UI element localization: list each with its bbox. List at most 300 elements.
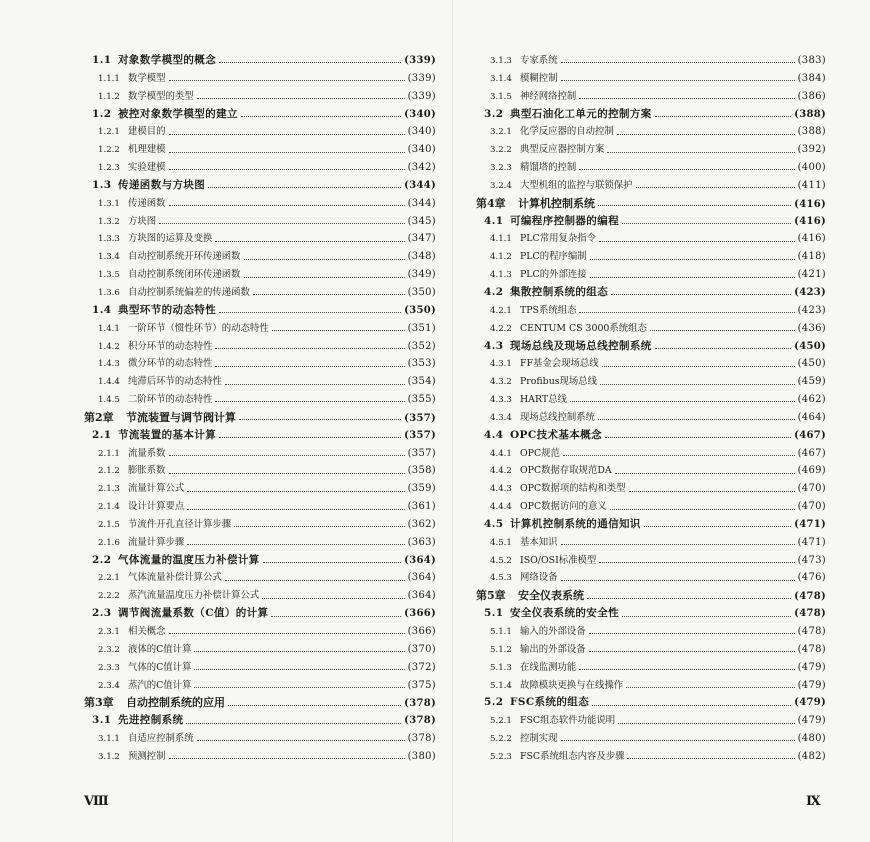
toc-entry-page: (421): [797, 269, 826, 281]
toc-entry-number: 4.3: [484, 339, 504, 352]
toc-subsection-entry: [84, 516, 436, 534]
dot-leader: [169, 152, 405, 153]
toc-section-entry: [84, 177, 436, 195]
toc-section-entry: [84, 302, 436, 320]
toc-entry-page: (473): [797, 554, 826, 566]
toc-entry-page: (476): [797, 572, 826, 584]
toc-entry-title: ISO/OSI标准模型: [520, 554, 597, 566]
toc-subsection-entry: [84, 587, 436, 605]
toc-entry-number: 3.1.1: [98, 734, 120, 745]
toc-entry-page: (478): [797, 643, 826, 655]
dot-leader: [629, 491, 795, 492]
toc-section-entry: [84, 427, 436, 445]
toc-entry-title: PLC的程序编制: [520, 251, 587, 263]
toc-entry-title: 自动控制系统偏差的传递函数: [128, 286, 250, 298]
toc-entry-number: 1.2.3: [98, 163, 120, 174]
toc-subsection-entry: [476, 730, 826, 748]
toc-entry-page: (450): [797, 358, 826, 370]
toc-subsection-entry: [476, 498, 826, 516]
toc-section-entry: [476, 694, 826, 712]
toc-entry-page: (364): [407, 572, 436, 584]
toc-entry-number: 4.3.4: [490, 412, 512, 423]
toc-entry-page: (378): [404, 715, 436, 727]
toc-entry-title: 方块图的运算及变换: [128, 233, 213, 245]
toc-entry-number: 4.4.2: [490, 466, 512, 477]
toc-entry-page: (353): [407, 358, 436, 370]
toc-entry-number: 1.2: [92, 107, 112, 120]
toc-entry-number: 3.1.5: [490, 91, 512, 102]
toc-entry-title: 输出的外部设备: [520, 643, 586, 655]
toc-entry-number: 4.1.3: [490, 270, 512, 281]
toc-entry-title: 集散控制系统的组态: [510, 285, 609, 298]
toc-subsection-entry: [476, 677, 826, 695]
toc-subsection-entry: [84, 284, 436, 302]
toc-entry-page: (416): [794, 198, 826, 210]
toc-entry-number: 1.2.2: [98, 145, 120, 156]
dot-leader: [563, 455, 795, 456]
dot-leader: [194, 669, 404, 670]
dot-leader: [561, 62, 795, 63]
dot-leader: [627, 758, 794, 759]
dot-leader: [225, 580, 405, 581]
dot-leader: [610, 509, 795, 510]
toc-section-entry: [84, 712, 436, 730]
toc-entry-title: 预测控制: [128, 750, 166, 762]
toc-entry-number: 4.5.2: [490, 555, 512, 566]
toc-entry-title: 现场总线控制系统: [520, 411, 596, 423]
toc-subsection-entry: [84, 659, 436, 677]
toc-entry-page: (364): [404, 554, 436, 566]
toc-entry-number: 2.1.1: [98, 448, 120, 459]
toc-entry-number: 1.4.4: [98, 377, 120, 388]
toc-entry-title: 对象数学模型的概念: [118, 54, 217, 66]
toc-entry-number: 5.1.3: [490, 662, 512, 673]
toc-entry-page: (372): [407, 661, 436, 673]
toc-subsection-entry: [84, 141, 436, 159]
toc-entry-number: 4.3.2: [490, 377, 512, 388]
toc-entry-page: (361): [407, 501, 436, 513]
toc-subsection-entry: [476, 748, 826, 766]
toc-entry-number: 1.3.1: [98, 198, 120, 209]
toc-entry-number: 第5章: [476, 589, 506, 603]
dot-leader: [605, 437, 791, 438]
toc-entry-title: 节流件开孔直径计算步骤: [128, 518, 232, 530]
dot-leader: [611, 294, 791, 295]
toc-entry-page: (467): [794, 429, 826, 441]
toc-entry-number: 1.3.4: [98, 252, 120, 263]
toc-entry-page: (480): [797, 733, 826, 745]
toc-subsection-entry: [476, 70, 826, 88]
toc-entry-page: (479): [797, 715, 826, 727]
toc-entry-title: 节流装置的基本计算: [118, 428, 217, 441]
toc-section-entry: [476, 284, 826, 302]
toc-entry-number: 3.2.1: [490, 127, 512, 138]
toc-entry-title: 机理建模: [128, 144, 166, 156]
toc-entry-number: 4.2.2: [490, 323, 512, 334]
toc-entry-page: (416): [797, 233, 826, 245]
toc-chapter-entry: [84, 694, 436, 712]
toc-entry-page: (400): [797, 162, 826, 174]
toc-subsection-entry: [476, 712, 826, 730]
toc-entry-number: 4.1.2: [490, 252, 512, 263]
toc-section-entry: [476, 338, 826, 356]
toc-section-entry: [476, 106, 826, 124]
toc-entry-page: (370): [407, 643, 436, 655]
toc-subsection-entry: [84, 320, 436, 338]
toc-entry-number: 1.1.1: [98, 73, 120, 84]
dot-leader: [644, 526, 791, 527]
toc-entry-number: 2.2.1: [98, 573, 120, 584]
toc-subsection-entry: [476, 623, 826, 641]
dot-leader: [187, 544, 404, 545]
toc-entry-page: (464): [797, 411, 826, 423]
toc-entry-title: 安全仪表系统的安全性: [510, 607, 619, 620]
toc-entry-number: 第2章: [84, 410, 114, 424]
toc-entry-page: (388): [797, 126, 826, 138]
toc-entry-number: 1.4.5: [98, 395, 120, 406]
toc-entry-title: 专家系统: [520, 55, 558, 66]
toc-entry-page: (479): [797, 661, 826, 673]
right-page-number: Ⅸ: [806, 794, 822, 809]
toc-entry-number: 1.2.1: [98, 127, 120, 138]
toc-subsection-entry: [84, 230, 436, 248]
toc-entry-title: 神经网络控制: [520, 90, 577, 102]
toc-entry-number: 4.1: [484, 214, 504, 227]
toc-entry-page: (479): [797, 679, 826, 691]
toc-entry-title: TPS系统组态: [520, 304, 577, 316]
toc-entry-title: 气体的C值计算: [128, 661, 192, 673]
right-toc-page: [476, 52, 826, 766]
dot-leader: [636, 187, 795, 188]
toc-entry-page: (386): [797, 90, 826, 102]
toc-entry-title: 流量计算公式: [128, 483, 185, 495]
toc-entry-page: (347): [407, 233, 436, 245]
toc-entry-number: 4.3.1: [490, 359, 512, 370]
toc-entry-title: 化学反应器的自动控制: [520, 126, 614, 138]
toc-entry-number: 2.1.2: [98, 466, 120, 477]
toc-entry-number: 3.1.3: [490, 56, 512, 66]
toc-subsection-entry: [84, 534, 436, 552]
dot-leader: [598, 419, 795, 420]
toc-entry-page: (380): [407, 750, 436, 762]
toc-entry-page: (467): [797, 447, 826, 459]
toc-entry-title: 微分环节的动态特性: [128, 358, 213, 370]
dot-leader: [615, 473, 795, 474]
toc-subsection-entry: [476, 480, 826, 498]
dot-leader: [626, 687, 794, 688]
toc-entry-page: (342): [407, 162, 436, 174]
toc-entry-page: (349): [407, 269, 436, 281]
toc-entry-page: (350): [404, 304, 436, 316]
toc-entry-number: 2.2: [92, 553, 112, 566]
toc-entry-page: (411): [797, 179, 826, 191]
toc-entry-title: 一阶环节（惯性环节）的动态特性: [128, 322, 269, 334]
dot-leader: [650, 330, 795, 331]
toc-entry-page: (378): [404, 698, 436, 710]
toc-entry-title: FSC系统组态内容及步骤: [520, 750, 625, 762]
dot-leader: [599, 241, 795, 242]
dot-leader: [579, 669, 794, 670]
toc-entry-page: (355): [407, 394, 436, 406]
toc-subsection-entry: [84, 748, 436, 766]
toc-entry-number: 2.3.3: [98, 662, 120, 673]
toc-subsection-entry: [476, 52, 826, 70]
toc-entry-title: PLC的外部连接: [520, 269, 587, 281]
toc-subsection-entry: [476, 552, 826, 570]
toc-entry-page: (344): [404, 179, 436, 191]
toc-entry-page: (357): [404, 429, 436, 441]
toc-chapter-entry: [476, 587, 826, 605]
toc-entry-title: 现场总线及现场总线控制系统: [510, 339, 652, 352]
toc-entry-page: (340): [407, 126, 436, 138]
toc-entry-number: 4.5: [484, 517, 504, 530]
toc-entry-page: (352): [407, 340, 436, 352]
dot-leader: [187, 509, 404, 510]
toc-entry-number: 3.1.4: [490, 73, 512, 84]
toc-entry-title: 计算机控制系统: [518, 196, 595, 210]
toc-entry-title: 数学模型的类型: [128, 90, 194, 102]
toc-subsection-entry: [84, 569, 436, 587]
dot-leader: [579, 169, 794, 170]
dot-leader: [598, 205, 791, 206]
toc-subsection-entry: [476, 355, 826, 373]
toc-entry-page: (471): [797, 536, 826, 548]
toc-subsection-entry: [476, 266, 826, 284]
toc-entry-page: (416): [794, 215, 826, 227]
toc-subsection-entry: [84, 213, 436, 231]
toc-entry-title: 被控对象数学模型的建立: [118, 107, 238, 120]
toc-subsection-entry: [476, 248, 826, 266]
dot-leader: [215, 401, 404, 402]
toc-entry-page: (351): [407, 322, 436, 334]
toc-entry-number: 5.2.1: [490, 716, 512, 727]
toc-entry-title: CENTUM CS 3000系统组态: [520, 322, 647, 334]
toc-entry-number: 5.1: [484, 607, 504, 620]
toc-section-entry: [476, 605, 826, 623]
toc-subsection-entry: [84, 88, 436, 106]
toc-entry-number: 5.2.2: [490, 734, 512, 745]
dot-leader: [561, 580, 795, 581]
toc-entry-page: (339): [407, 72, 436, 84]
toc-entry-number: 4.2: [484, 285, 504, 298]
page-gutter: [452, 0, 453, 842]
toc-entry-title: 自动控制系统的应用: [126, 696, 225, 710]
dot-leader: [592, 705, 791, 706]
toc-subsection-entry: [84, 641, 436, 659]
dot-leader: [228, 705, 401, 706]
dot-leader: [215, 366, 404, 367]
toc-entry-title: 精馏塔的控制: [520, 162, 577, 174]
toc-entry-title: 在线监测功能: [520, 661, 577, 673]
dot-leader: [219, 437, 401, 438]
toc-entry-number: 3.2.4: [490, 180, 512, 191]
toc-subsection-entry: [476, 373, 826, 391]
toc-entry-page: (392): [797, 144, 826, 156]
dot-leader: [208, 187, 401, 188]
toc-entry-page: (339): [404, 55, 436, 66]
toc-subsection-entry: [84, 338, 436, 356]
toc-entry-number: 2.2.2: [98, 591, 120, 602]
toc-entry-title: 典型反应器控制方案: [520, 144, 605, 156]
toc-entry-page: (388): [794, 108, 826, 120]
toc-subsection-entry: [84, 195, 436, 213]
toc-subsection-entry: [476, 302, 826, 320]
toc-entry-title: HART总线: [520, 394, 567, 406]
toc-entry-title: 自动控制系统闭环传递函数: [128, 269, 241, 281]
toc-subsection-entry: [476, 88, 826, 106]
toc-entry-number: 4.5.1: [490, 537, 512, 548]
dot-leader: [589, 633, 795, 634]
toc-entry-number: 1.3.5: [98, 270, 120, 281]
toc-entry-number: 4.2.1: [490, 305, 512, 316]
toc-entry-title: 大型机组的监控与联锁保护: [520, 179, 633, 191]
toc-entry-page: (384): [797, 72, 826, 84]
dot-leader: [570, 401, 795, 402]
toc-subsection-entry: [84, 730, 436, 748]
toc-entry-number: 3.1: [92, 714, 112, 727]
toc-entry-title: 流量计算步骤: [128, 536, 185, 548]
toc-entry-title: OPC规范: [520, 447, 560, 459]
toc-entry-page: (383): [797, 55, 826, 66]
dot-leader: [587, 598, 791, 599]
dot-leader: [600, 384, 795, 385]
toc-subsection-entry: [84, 677, 436, 695]
toc-entry-title: 调节阀流量系数（C值）的计算: [118, 607, 269, 620]
toc-entry-number: 2.3: [92, 607, 112, 620]
dot-leader: [169, 758, 405, 759]
toc-subsection-entry: [84, 445, 436, 463]
toc-entry-title: 蒸汽的C值计算: [128, 679, 192, 691]
toc-entry-page: (350): [407, 286, 436, 298]
toc-entry-page: (357): [407, 447, 436, 459]
toc-section-entry: [84, 552, 436, 570]
toc-entry-title: 实验建模: [128, 162, 166, 174]
toc-subsection-entry: [476, 391, 826, 409]
toc-entry-number: 3.2.3: [490, 163, 512, 174]
toc-section-entry: [84, 52, 436, 70]
dot-leader: [219, 62, 401, 63]
toc-entry-title: 气体流量补偿计算公式: [128, 572, 222, 584]
dot-leader: [194, 651, 404, 652]
toc-section-entry: [84, 106, 436, 124]
dot-leader: [579, 98, 794, 99]
toc-entry-page: (479): [794, 697, 826, 709]
dot-leader: [169, 169, 405, 170]
toc-entry-title: 气体流量的温度压力补偿计算: [118, 553, 260, 566]
toc-entry-title: 膨胀系数: [128, 465, 166, 477]
toc-section-entry: [84, 605, 436, 623]
left-toc-page: [84, 52, 436, 766]
toc-entry-title: 传递函数: [128, 197, 166, 209]
toc-entry-title: 二阶环节的动态特性: [128, 394, 213, 406]
dot-leader: [186, 723, 401, 724]
dot-leader: [197, 98, 405, 99]
toc-subsection-entry: [84, 355, 436, 373]
dot-leader: [197, 740, 405, 741]
toc-subsection-entry: [84, 70, 436, 88]
toc-entry-title: 计算机控制系统的通信知识: [510, 517, 641, 530]
toc-entry-number: 3.2.2: [490, 145, 512, 156]
toc-entry-title: PLC常用复杂指令: [520, 233, 596, 245]
toc-subsection-entry: [476, 445, 826, 463]
toc-entry-page: (362): [407, 518, 436, 530]
toc-entry-number: 1.1.2: [98, 91, 120, 102]
dot-leader: [234, 526, 404, 527]
dot-leader: [607, 152, 794, 153]
toc-entry-number: 2.1: [92, 428, 112, 441]
toc-entry-title: 故障模块更换与在线操作: [520, 679, 624, 691]
toc-entry-number: 4.1.1: [490, 234, 512, 245]
dot-leader: [622, 223, 791, 224]
toc-subsection-entry: [476, 462, 826, 480]
toc-entry-number: 1.4: [92, 303, 112, 316]
toc-entry-page: (340): [407, 144, 436, 156]
toc-entry-number: 1.3.6: [98, 287, 120, 298]
dot-leader: [579, 312, 794, 313]
toc-entry-number: 5.1.2: [490, 644, 512, 655]
toc-entry-title: 输入的外部设备: [520, 626, 586, 637]
toc-entry-title: 网络设备: [520, 572, 558, 584]
dot-leader: [599, 562, 794, 563]
toc-entry-page: (366): [404, 608, 436, 620]
toc-entry-page: (423): [794, 286, 826, 298]
toc-subsection-entry: [84, 391, 436, 409]
toc-entry-page: (462): [797, 394, 826, 406]
dot-leader: [225, 384, 405, 385]
toc-entry-number: 5.1.4: [490, 680, 512, 691]
dot-leader: [561, 740, 795, 741]
dot-leader: [239, 419, 401, 420]
dot-leader: [169, 80, 405, 81]
toc-entry-title: OPC数据访问的意义: [520, 501, 607, 513]
toc-entry-number: 2.3.1: [98, 627, 120, 637]
toc-entry-title: 自适应控制系统: [128, 733, 194, 745]
toc-entry-page: (423): [797, 304, 826, 316]
dot-leader: [253, 294, 405, 295]
dot-leader: [215, 241, 404, 242]
toc-entry-page: (363): [407, 536, 436, 548]
toc-entry-title: OPC技术基本概念: [510, 428, 602, 441]
toc-subsection-entry: [476, 141, 826, 159]
toc-entry-page: (470): [797, 483, 826, 495]
toc-entry-title: 先进控制系统: [118, 714, 184, 727]
dot-leader: [590, 259, 795, 260]
toc-entry-number: 1.1: [92, 54, 112, 66]
toc-entry-title: FSC系统的组态: [510, 696, 590, 709]
toc-entry-page: (359): [407, 483, 436, 495]
toc-subsection-entry: [84, 623, 436, 641]
toc-entry-title: 流量系数: [128, 447, 166, 459]
toc-entry-title: Profibus现场总线: [520, 376, 598, 388]
toc-entry-page: (459): [797, 376, 826, 388]
toc-subsection-entry: [84, 159, 436, 177]
toc-entry-title: 相关概念: [128, 626, 166, 637]
toc-subsection-entry: [476, 409, 826, 427]
dot-leader: [561, 80, 795, 81]
toc-entry-title: FF基金会现场总线: [520, 358, 599, 370]
toc-entry-number: 2.1.6: [98, 537, 120, 548]
toc-entry-page: (357): [404, 412, 436, 424]
toc-entry-number: 4.4.1: [490, 448, 512, 459]
toc-entry-number: 1.3.2: [98, 216, 120, 227]
dot-leader: [244, 259, 405, 260]
toc-subsection-entry: [476, 123, 826, 141]
toc-entry-number: 4.4.4: [490, 502, 512, 513]
toc-entry-page: (378): [407, 733, 436, 745]
toc-subsection-entry: [476, 659, 826, 677]
dot-leader: [169, 134, 405, 135]
toc-entry-page: (478): [797, 626, 826, 637]
